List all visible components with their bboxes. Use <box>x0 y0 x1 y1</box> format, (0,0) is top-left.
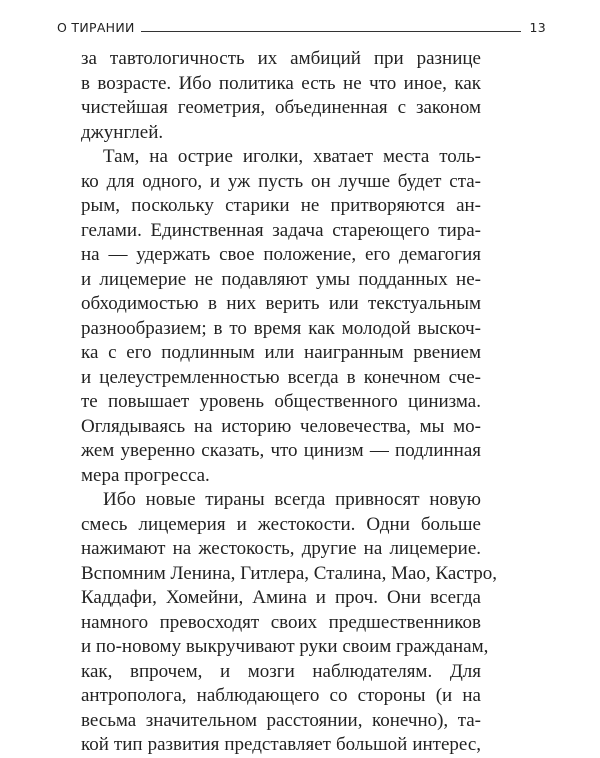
text-line: и лицемерие не подавляют умы подданных не- <box>81 268 481 290</box>
text-line: за тавтологичность их амбиций при разнице <box>81 48 481 69</box>
text-line: как, впрочем, и мозги наблюдателям. Для <box>81 660 481 682</box>
text-line: мера прогресса. <box>81 464 210 486</box>
text-line: те повышает уровень общественного цинизма. <box>81 391 481 412</box>
running-head <box>57 17 546 35</box>
text-line: в возрасте. Ибо политика есть не что иное, как <box>81 72 481 94</box>
text-line: и по-новому выкручивают руки своим гражданам, <box>81 636 489 657</box>
text-line: ко для одного, и уж пусть он лучше будет ста- <box>81 170 481 192</box>
text-line: джунглей. <box>81 121 164 143</box>
text-line: ка с его подлинным или наигранным рвением <box>81 342 481 363</box>
text-line: кой тип развития представляет большой интерес, <box>81 734 481 755</box>
text-line: рым, поскольку старики не притворяются ан- <box>81 195 481 216</box>
text-line: смесь лицемерия и жестокости. Одни больше <box>81 513 481 535</box>
text-line: чистейшая геометрия, объединенная с законом <box>81 97 481 118</box>
text-line: Каддафи, Хомейни, Амина и проч. Они всегда <box>81 587 481 608</box>
text-line: на — удержать свое положение, его демагогия <box>81 244 481 265</box>
text-line: весьма значительном расстоянии, конечно), та- <box>81 709 481 731</box>
page-number: 13 <box>529 20 546 35</box>
text-line: антрополога, наблюдающего со стороны (и на <box>81 685 481 706</box>
header-rule <box>141 30 522 32</box>
text-line: и целеустремленностью всегда в конечном сче- <box>81 366 481 388</box>
section-title: О ТИРАНИИ <box>57 20 135 35</box>
text-line: гелами. Единственная задача стареющего тира- <box>81 219 481 241</box>
body-text <box>81 47 497 758</box>
text-line: Вспомним Ленина, Гитлера, Сталина, Мао, Кастро, <box>81 562 497 584</box>
text-line: обходимостью в них верить или текстуальным <box>81 293 481 314</box>
text-line: Ибо новые тираны всегда привносят новую <box>103 489 481 510</box>
text-line: Оглядываясь на историю человечества, мы мо- <box>81 415 481 437</box>
text-line: намного превосходят своих предшественников <box>81 611 481 633</box>
text-line: жем уверенно сказать, что цинизм — подлинная <box>81 440 481 461</box>
text-line: разнообразием; в то время как молодой выскоч- <box>81 317 481 339</box>
text-line: Там, на острие иголки, хватает места толь- <box>103 146 481 167</box>
text-line: нажимают на жестокость, другие на лицемерие. <box>81 538 481 559</box>
